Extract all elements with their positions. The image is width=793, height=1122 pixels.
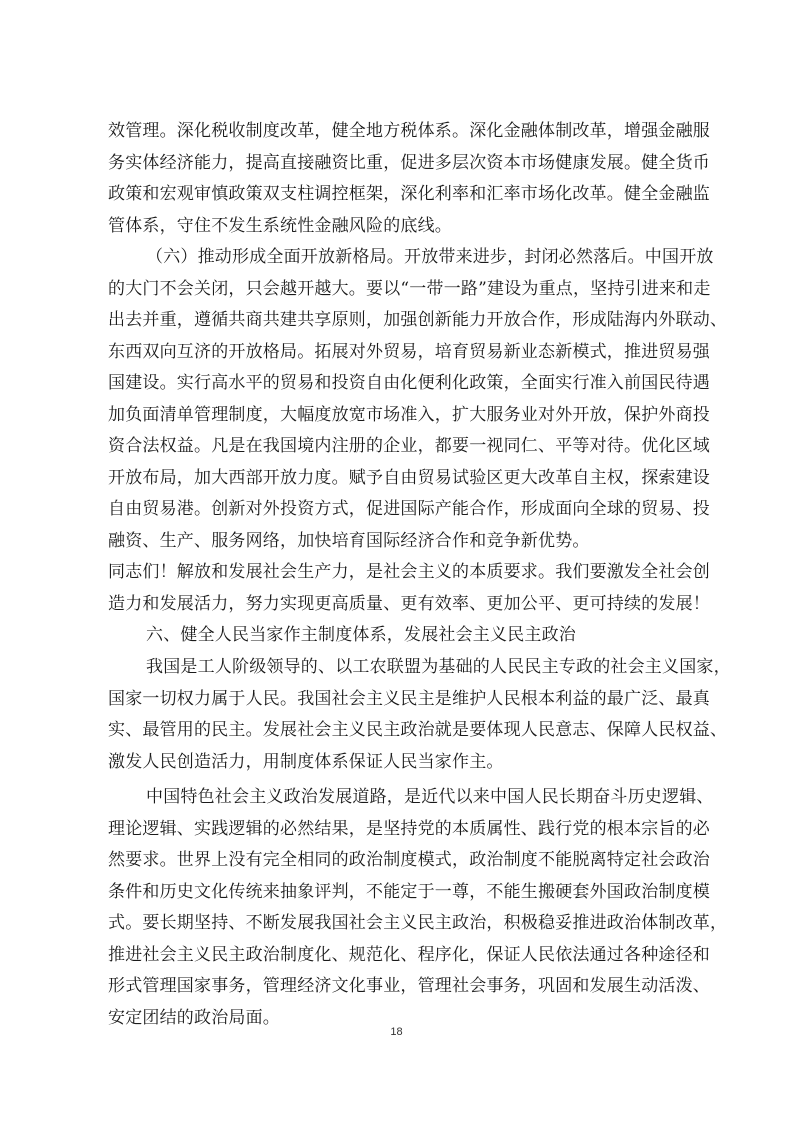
text-line: 资合法权益。凡是在我国境内注册的企业，都要一视同仁、平等对待。优化区域	[108, 436, 710, 456]
text-line: 理论逻辑、实践逻辑的必然结果，是坚持党的本质属性、践行党的根本宗旨的必	[108, 818, 710, 839]
paragraph-comrades-conclusion	[108, 557, 710, 620]
text-line: （六）推动形成全面开放新格局。开放带来进步，封闭必然落后。中国开放	[146, 247, 714, 267]
text-line: 同志们！解放和发展社会生产力，是社会主义的本质要求。我们要激发全社会创	[108, 562, 710, 582]
text-line: 形式管理国家事务，管理经济文化事业，管理社会事务，巩固和发展生动活泼、	[108, 976, 710, 996]
paragraph-open-economy	[108, 242, 728, 557]
section-heading	[108, 620, 688, 652]
text-line: 国建设。实行高水平的贸易和投资自由化便利化政策，全面实行准入前国民待遇	[108, 373, 710, 393]
text-line: 式。要长期坚持、不断发展我国社会主义民主政治，积极稳妥推进政治体制改革，	[108, 913, 728, 933]
page-number: 18	[390, 1026, 403, 1038]
text-line: 推进社会主义民主政治制度化、规范化、程序化，保证人民依法通过各种途径和	[108, 944, 710, 965]
text-line: 的大门不会关闭，只会越开越大。要以“一带一路”建设为重点，坚持引进来和走	[108, 278, 711, 299]
text-line: 管体系，守住不发生系统性金融风险的底线。	[108, 215, 452, 236]
text-line: 造力和发展活力，努力实现更高质量、更有效率、更加公平、更可持续的发展！	[108, 593, 710, 614]
text-line: 出去并重，遵循共商共建共享原则，加强创新能力开放合作，形成陆海内外联动、	[108, 310, 728, 330]
text-line: 加负面清单管理制度，大幅度放宽市场准入，扩大服务业对外开放，保护外商投	[108, 404, 710, 425]
paragraph-political-development	[108, 782, 728, 1034]
section-heading-text: 六、健全人民当家作主制度体系，发展社会主义民主政治	[146, 625, 576, 645]
paragraph-fiscal-financial-reform	[108, 116, 710, 242]
text-line: 我国是工人阶级领导的、以工农联盟为基础的人民民主专政的社会主义国家，	[146, 657, 731, 677]
text-line: 中国特色社会主义政治发展道路，是近代以来中国人民长期奋斗历史逻辑、	[146, 787, 714, 807]
text-line: 东西双向互济的开放格局。拓展对外贸易，培育贸易新业态新模式，推进贸易强	[108, 341, 710, 362]
text-line: 融资、生产、服务网络，加快培育国际经济合作和竞争新优势。	[108, 530, 590, 551]
text-line: 实、最管用的民主。发展社会主义民主政治就是要体现人民意志、保障人民权益、	[108, 720, 728, 740]
text-line: 政策和宏观审慎政策双支柱调控框架，深化利率和汇率市场化改革。健全金融监	[108, 184, 710, 204]
text-line: 务实体经济能力，提高直接融资比重，促进多层次资本市场健康发展。健全货币	[108, 152, 710, 173]
text-line: 安定团结的政治局面。	[108, 1007, 280, 1028]
text-line: 国家一切权力属于人民。我国社会主义民主是维护人民根本利益的最广泛、最真	[108, 688, 710, 709]
text-line: 然要求。世界上没有完全相同的政治制度模式，政治制度不能脱离特定社会政治	[108, 850, 710, 870]
text-line: 开放布局，加大西部开放力度。赋予自由贸易试验区更大改革自主权，探索建设	[108, 467, 710, 488]
text-line: 效管理。深化税收制度改革，健全地方税体系。深化金融体制改革，增强金融服	[108, 121, 710, 141]
text-line: 激发人民创造活力，用制度体系保证人民当家作主。	[108, 751, 504, 772]
paragraph-people-democracy	[108, 652, 731, 778]
text-line: 条件和历史文化传统来抽象评判，不能定于一尊，不能生搬硬套外国政治制度模	[108, 881, 710, 902]
text-line: 自由贸易港。创新对外投资方式，促进国际产能合作，形成面向全球的贸易、投	[108, 499, 710, 519]
